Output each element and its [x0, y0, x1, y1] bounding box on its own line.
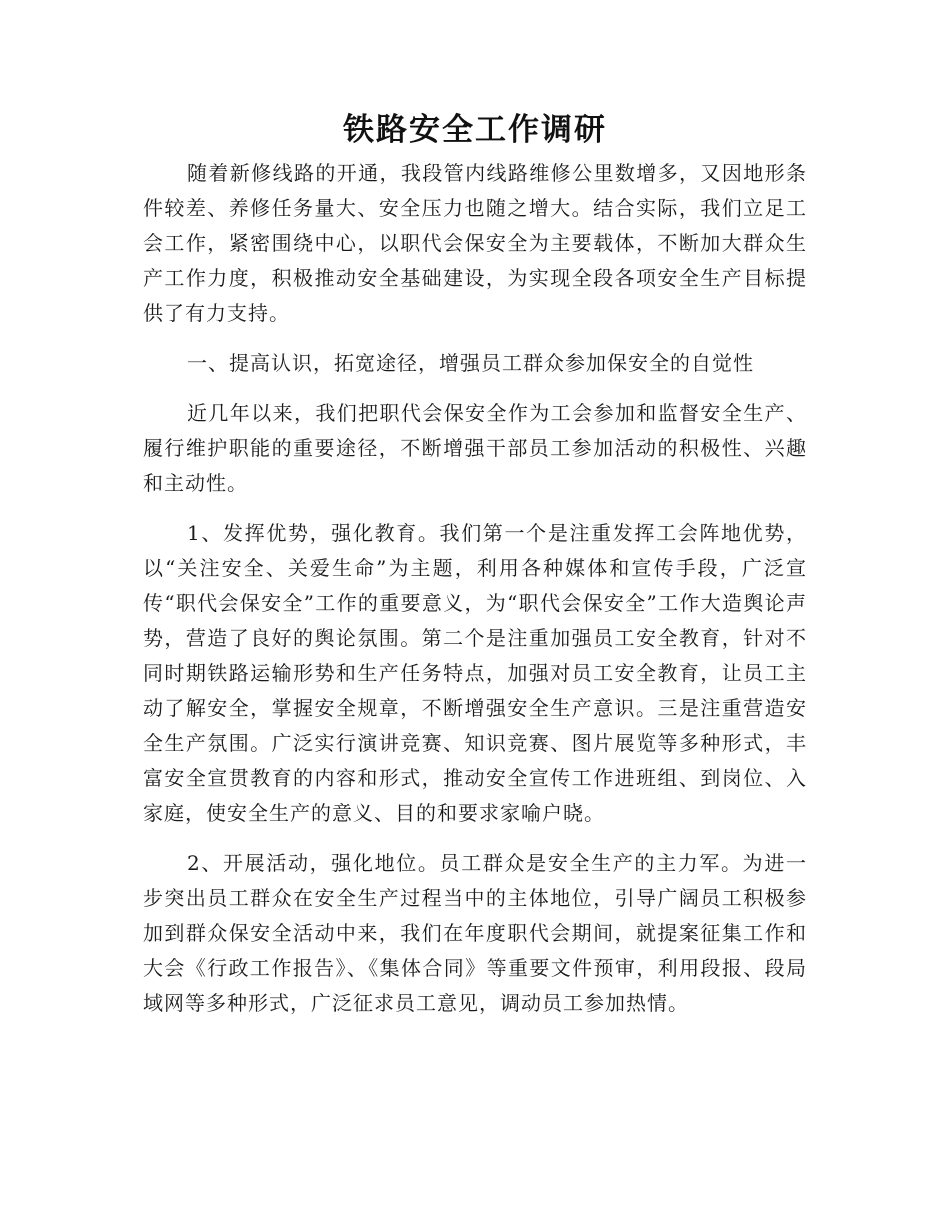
document-title: 铁路安全工作调研 — [343, 112, 607, 148]
point-1-paragraph: 1、发挥优势，强化教育。我们第一个是注重发挥工会阵地优势，以“关注安全、关爱生命”为主题，利用各种媒体和宣传手段，广泛宣传“职代会保安全”工作的重要意义，为“职代会保安全”工作大造舆论声势，营造了良好的舆论氛围。第二个是注重加强员工安全教育，针对不同时期铁路运输形势和生产任务特点，加强对员工安全教育，让员工主动了解安全，掌握安全规章，不断增强安全生产意识。三是注重营造安全生产氛围。广泛实行演讲竞赛、知识竞赛、图片展览等多种形式，丰富安全宣贯教育的内容和形式，推动安全宣传工作进班组、到岗位、入家庭，使安全生产的意义、目的和要求家喻户晓。 — [143, 521, 807, 825]
section-heading: 一、提高认识，拓宽途径，增强员工群众参加保安全的自觉性 — [187, 351, 754, 375]
point-2-paragraph: 2、开展活动，强化地位。员工群众是安全生产的主力军。为进一步突出员工群众在安全生产过程当中的主体地位，引导广阔员工积极参加到群众保安全活动中来，我们在年度职代会期间，就提案征集工作和大会《行政工作报告》、《集体合同》等重要文件预审，利用段报、段局域网等多种形式，广泛征求员工意见，调动员工参加热情。 — [143, 851, 807, 1015]
intro-paragraph: 随着新修线路的开通，我段管内线路维修公里数增多，又因地形条件较差、养修任务量大、安全压力也随之增大。结合实际，我们立足工会工作，紧密围绕中心，以职代会保安全为主要载体，不断加大群众生产工作力度，积极推动安全基础建设，为实现全段各项安全生产目标提供了有力支持。 — [143, 161, 807, 325]
section-intro-paragraph: 近几年以来，我们把职代会保安全作为工会参加和监督安全生产、履行维护职能的重要途径，不断增强干部员工参加活动的积极性、兴趣和主动性。 — [143, 401, 807, 495]
document-body — [143, 156, 807, 1021]
